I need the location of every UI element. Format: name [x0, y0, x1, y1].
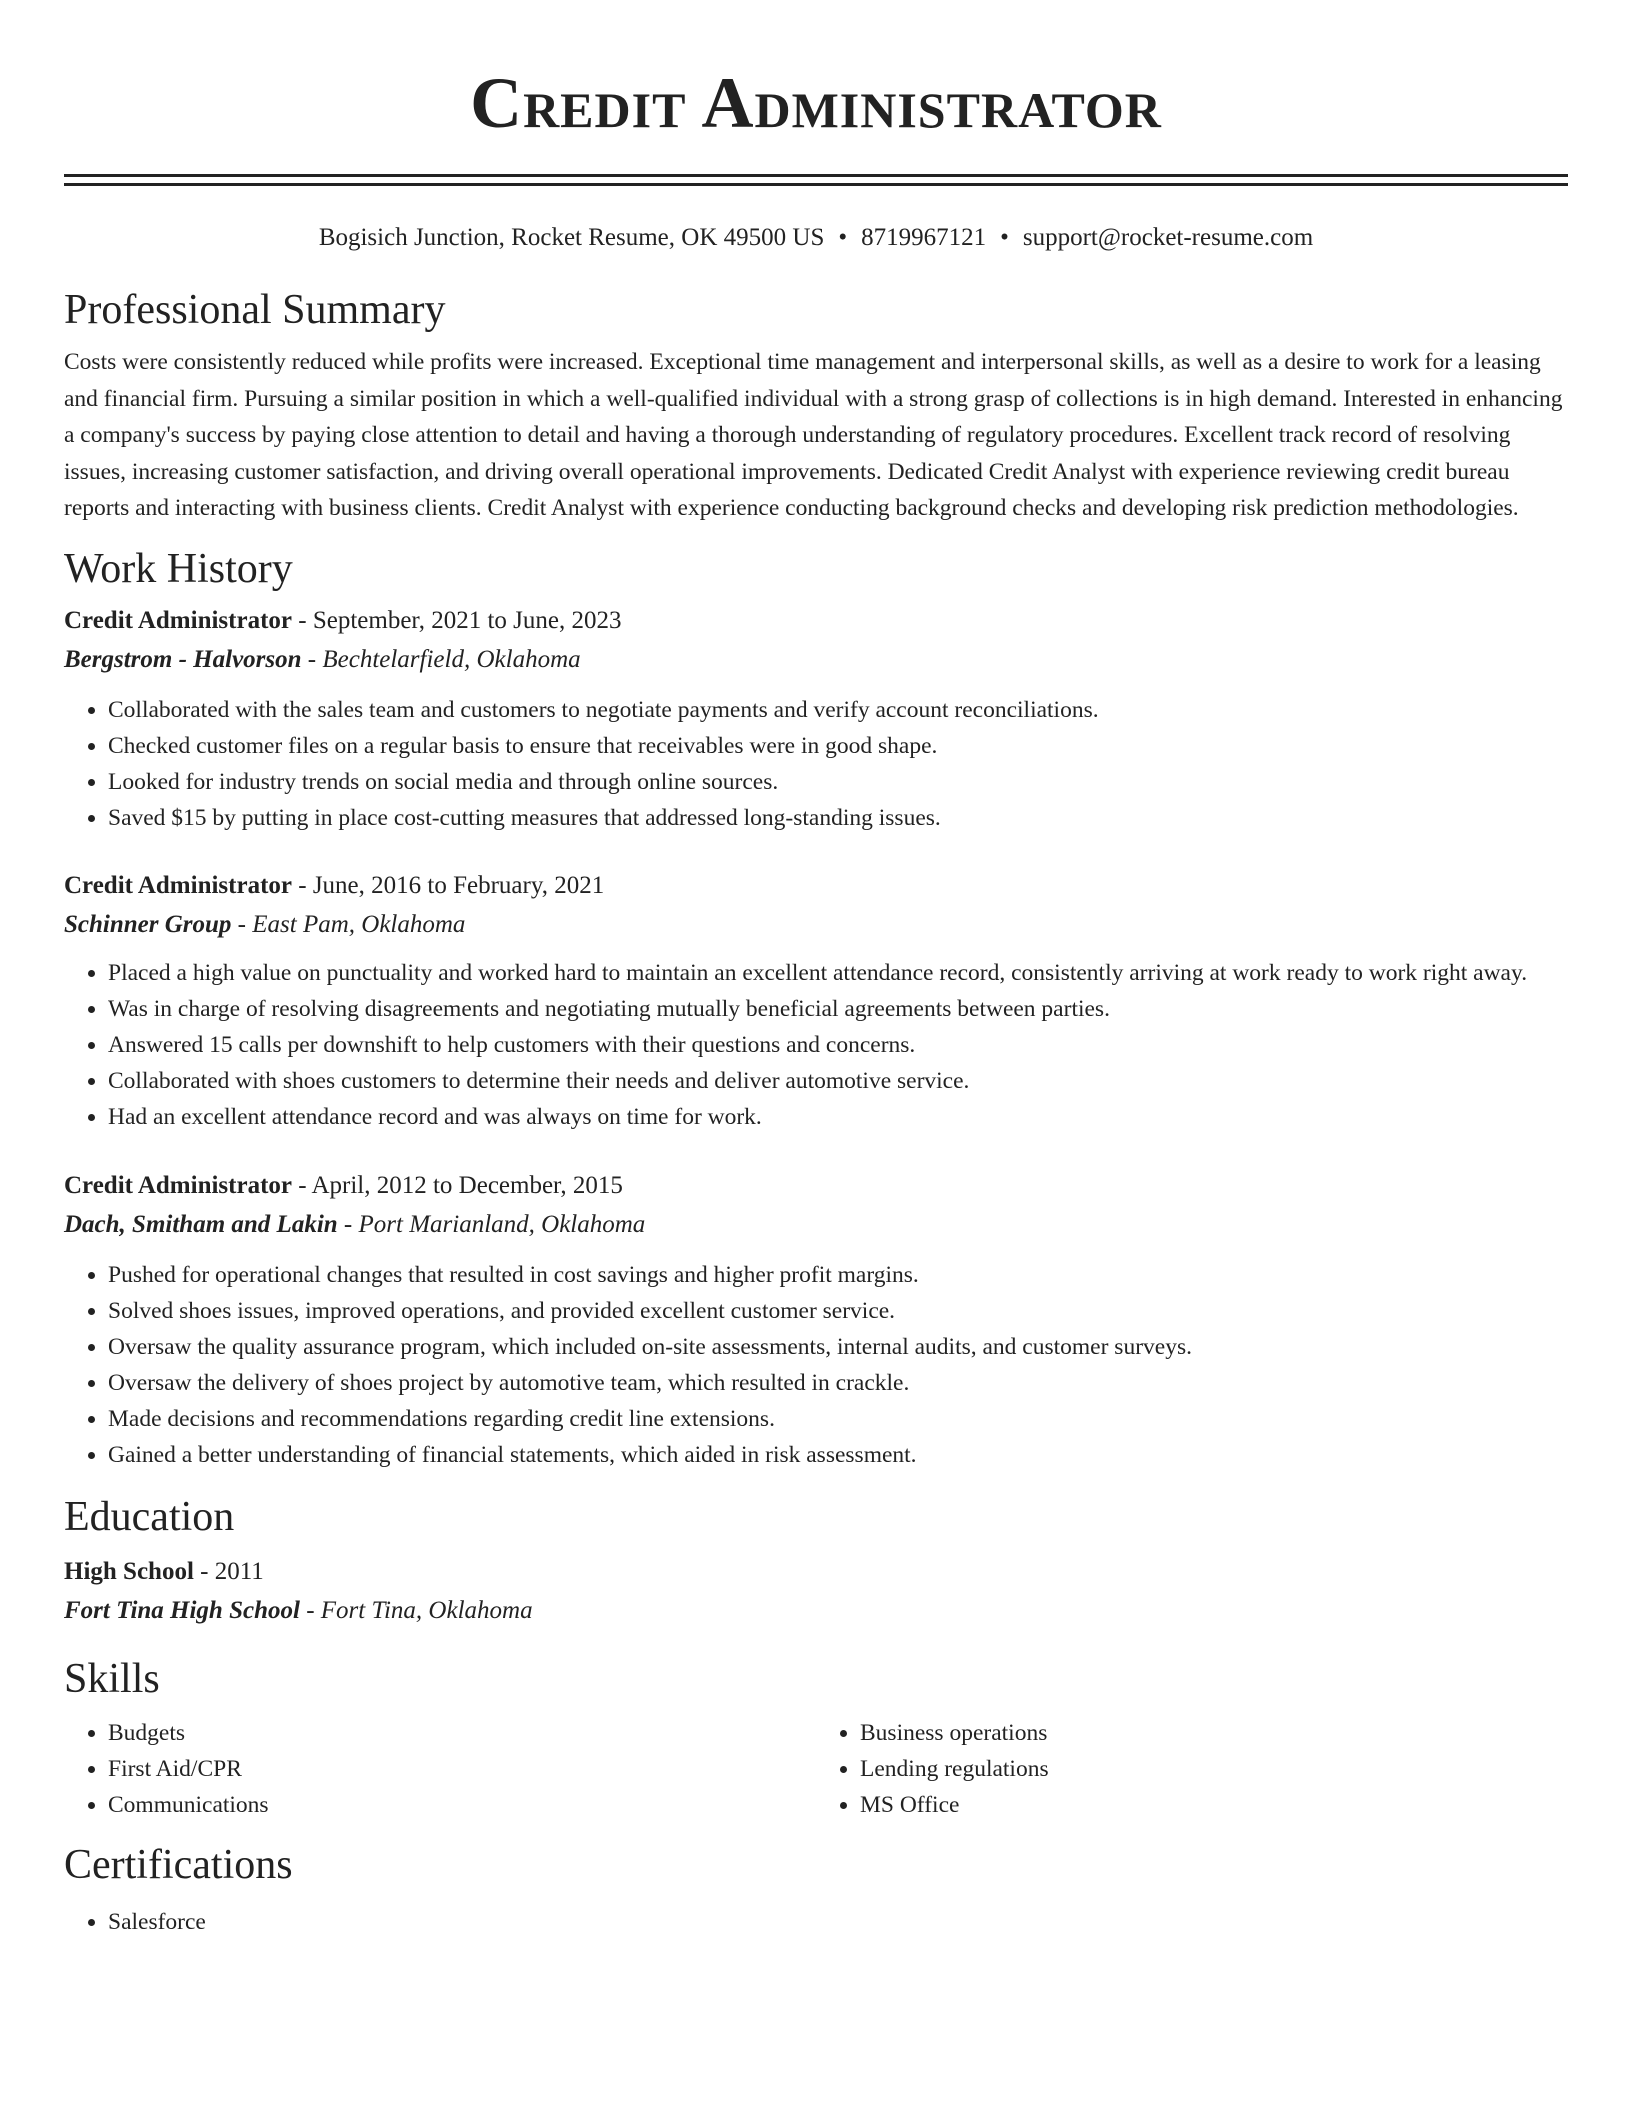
- contact-phone: 8719967121: [861, 224, 987, 251]
- job-bullets: [64, 692, 1568, 836]
- skill-item: • MS Office: [860, 1787, 1568, 1823]
- list-item: • Checked customer files on a regular basis to ensure that receivables were in good shape.: [108, 728, 1568, 764]
- job-entry: [64, 1167, 1568, 1473]
- job-company: Dach, Smitham and Lakin: [64, 1210, 338, 1238]
- job-company-line: [64, 1205, 1568, 1245]
- summary-text: Costs were consistently reduced while profits were increased. Exceptional time management and interpersonal skills, as well as a desire to work for a leasing and financial firm. Pursuing a similar position in which a well-qualified individual with a strong grasp of collections is in high demand. Interested in enhancing a company's success by paying close attention to detail and having a thorough understanding of regulatory procedures. Excellent track record of resolving issues, increasing customer satisfaction, and driving overall operational improvements. Dedicated Credit Analyst with experience reviewing credit bureau reports and interacting with business clients. Credit Analyst with experience conducting background checks and developing risk prediction methodologies.: [64, 349, 1563, 521]
- education-degree: High School: [64, 1557, 194, 1585]
- job-location: - Bechtelarfield, Oklahoma: [301, 645, 581, 673]
- skills-column-left: [64, 1715, 816, 1823]
- job-bullets: [64, 955, 1568, 1135]
- list-item: • Oversaw the quality assurance program, which included on-site assessments, internal audits, and customer surveys.: [108, 1329, 1568, 1365]
- list-item: • Looked for industry trends on social media and through online sources.: [108, 764, 1568, 800]
- job-company: Bergstrom - Halvorson: [64, 645, 302, 673]
- header-divider-top: [64, 174, 1568, 177]
- skill-item: • Lending regulations: [860, 1751, 1568, 1787]
- job-company-line: [64, 905, 1568, 945]
- job-bullets: [64, 1257, 1568, 1473]
- education-school: Fort Tina High School: [64, 1596, 300, 1624]
- education-school-line: [64, 1591, 1568, 1631]
- certification-item: • Salesforce: [108, 1904, 1568, 1940]
- job-title: Credit Administrator: [64, 1171, 292, 1199]
- list-item: • Had an excellent attendance record and was always on time for work.: [108, 1099, 1568, 1135]
- skills-column-right: [816, 1715, 1568, 1823]
- list-item: • Placed a high value on punctuality and worked hard to maintain an excellent attendance record, consistently arriving at work ready to work right away.: [108, 955, 1568, 991]
- job-entry: [64, 867, 1568, 1135]
- education-year: - 2011: [193, 1557, 264, 1585]
- job-title-line: [64, 602, 1568, 640]
- list-item: • Collaborated with the sales team and customers to negotiate payments and verify account reconciliations.: [108, 692, 1568, 728]
- job-company: Schinner Group: [64, 910, 232, 938]
- education-heading: Education: [64, 1493, 235, 1540]
- skill-item: • Communications: [108, 1787, 816, 1823]
- header-divider-bottom: [64, 183, 1568, 186]
- list-item: • Solved shoes issues, improved operations, and provided excellent customer service.: [108, 1293, 1568, 1329]
- job-title-line: [64, 1167, 1568, 1205]
- job-dates: - June, 2016 to February, 2021: [292, 871, 605, 899]
- job-dates: - September, 2021 to June, 2023: [292, 606, 622, 634]
- contact-separator: •: [838, 224, 848, 251]
- job-location: - Port Marianland, Oklahoma: [337, 1210, 646, 1238]
- education-location: - Fort Tina, Oklahoma: [299, 1596, 533, 1624]
- list-item: • Was in charge of resolving disagreements and negotiating mutually beneficial agreements between parties.: [108, 991, 1568, 1027]
- job-location: - East Pam, Oklahoma: [231, 910, 466, 938]
- list-item: • Oversaw the delivery of shoes project by automotive team, which resulted in crackle.: [108, 1365, 1568, 1401]
- contact-email: support@rocket-resume.com: [1022, 224, 1314, 251]
- education-degree-line: [64, 1553, 1568, 1591]
- contact-line: [64, 222, 1568, 254]
- job-entry: [64, 602, 1568, 836]
- summary-heading: Professional Summary: [64, 287, 446, 333]
- job-title: Credit Administrator: [64, 606, 292, 634]
- contact-address: Bogisich Junction, Rocket Resume, OK 49500 US: [318, 224, 825, 251]
- list-item: • Collaborated with shoes customers to determine their needs and deliver automotive service.: [108, 1063, 1568, 1099]
- skills-heading: Skills: [64, 1655, 160, 1702]
- education-entry: [64, 1553, 1568, 1631]
- list-item: • Pushed for operational changes that resulted in cost savings and higher profit margins.: [108, 1257, 1568, 1293]
- job-title-line: [64, 867, 1568, 905]
- work-history-heading: Work History: [64, 545, 293, 592]
- skill-item: • Budgets: [108, 1715, 816, 1751]
- list-item: • Made decisions and recommendations regarding credit line extensions.: [108, 1401, 1568, 1437]
- skill-item: • Business operations: [860, 1715, 1568, 1751]
- list-item: • Gained a better understanding of financial statements, which aided in risk assessment.: [108, 1437, 1568, 1473]
- job-company-line: [64, 640, 1568, 680]
- certifications-heading: Certifications: [64, 1841, 293, 1888]
- list-item: • Answered 15 calls per downshift to help customers with their questions and concerns.: [108, 1027, 1568, 1063]
- skill-item: • First Aid/CPR: [108, 1751, 816, 1787]
- list-item: • Saved $15 by putting in place cost-cutting measures that addressed long-standing issues.: [108, 800, 1568, 836]
- job-title: Credit Administrator: [64, 871, 292, 899]
- skills-list: [64, 1715, 1568, 1823]
- job-dates: - April, 2012 to December, 2015: [292, 1171, 623, 1199]
- resume-name: Credit Administrator: [470, 63, 1162, 143]
- contact-separator: •: [1000, 224, 1009, 251]
- certifications-list: [64, 1904, 1568, 1940]
